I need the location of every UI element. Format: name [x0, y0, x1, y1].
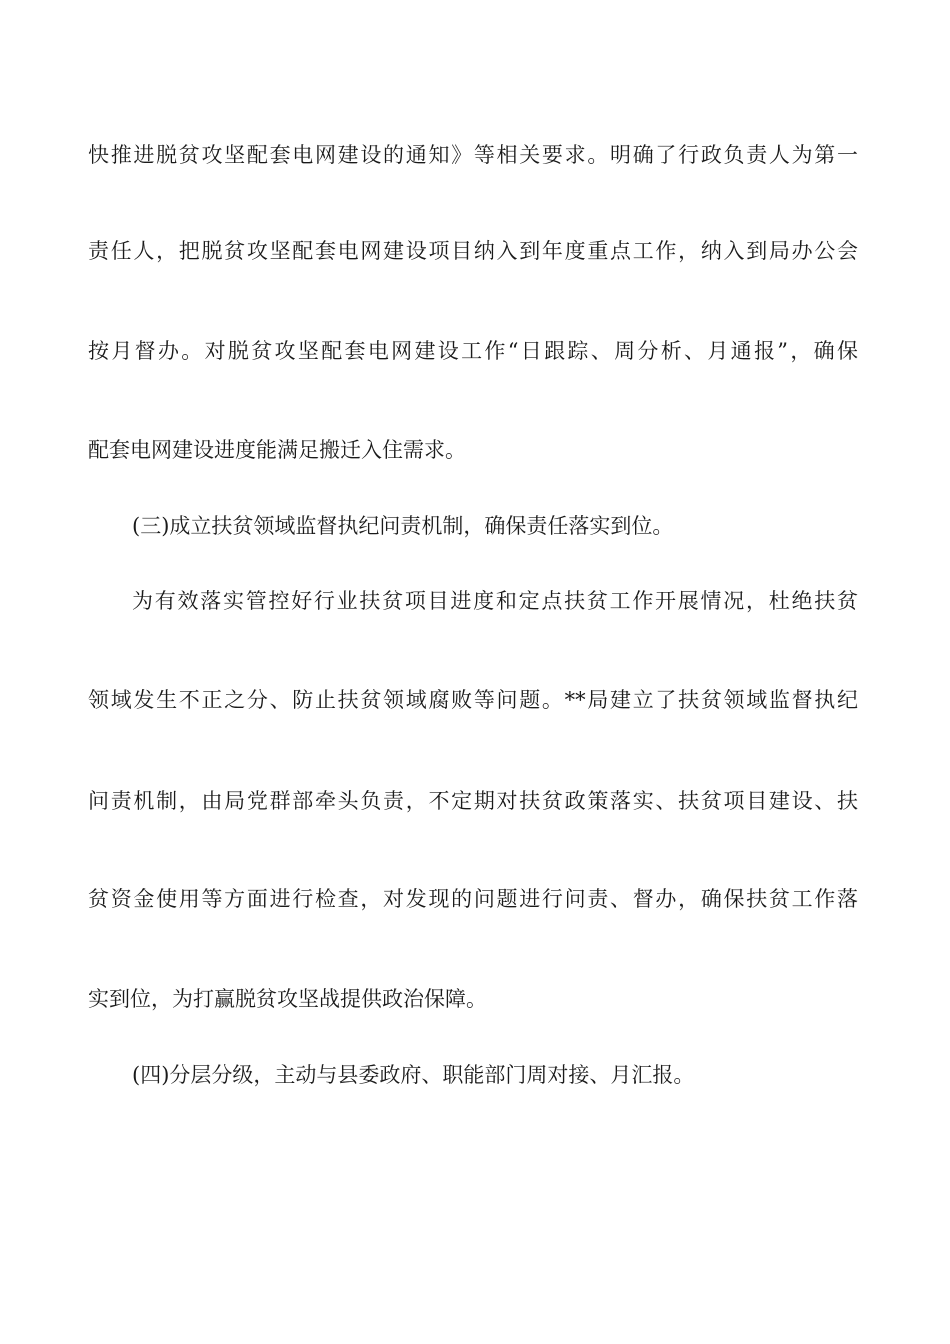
paragraph-line: 为有效落实管控好行业扶贫项目进度和定点扶贫工作开展情况，杜绝扶贫: [132, 589, 858, 613]
paragraph-line: 责任人，把脱贫攻坚配套电网建设项目纳入到年度重点工作，纳入到局办公会: [88, 239, 858, 263]
paragraph-line: 问责机制，由局党群部牵头负责，不定期对扶贫政策落实、扶贫项目建设、扶: [88, 789, 858, 813]
paragraph-line: 领域发生不正之分、防止扶贫领域腐败等问题。**局建立了扶贫领域监督执纪: [88, 688, 858, 712]
paragraph-line: 配套电网建设进度能满足搬迁入住需求。: [88, 438, 466, 462]
paragraph-line: 贫资金使用等方面进行检查，对发现的问题进行问责、督办，确保扶贫工作落: [88, 887, 858, 911]
section-heading: (四)分层分级，主动与县委政府、职能部门周对接、月汇报。: [132, 1063, 695, 1087]
section-heading: (三)成立扶贫领域监督执纪问责机制，确保责任落实到位。: [132, 514, 674, 538]
paragraph-line: 按月督办。对脱贫攻坚配套电网建设工作“日跟踪、周分析、月通报”，确保: [88, 339, 858, 363]
paragraph-line: 实到位，为打赢脱贫攻坚战提供政治保障。: [88, 987, 487, 1011]
paragraph-line: 快推进脱贫攻坚配套电网建设的通知》等相关要求。明确了行政负责人为第一: [88, 143, 858, 167]
